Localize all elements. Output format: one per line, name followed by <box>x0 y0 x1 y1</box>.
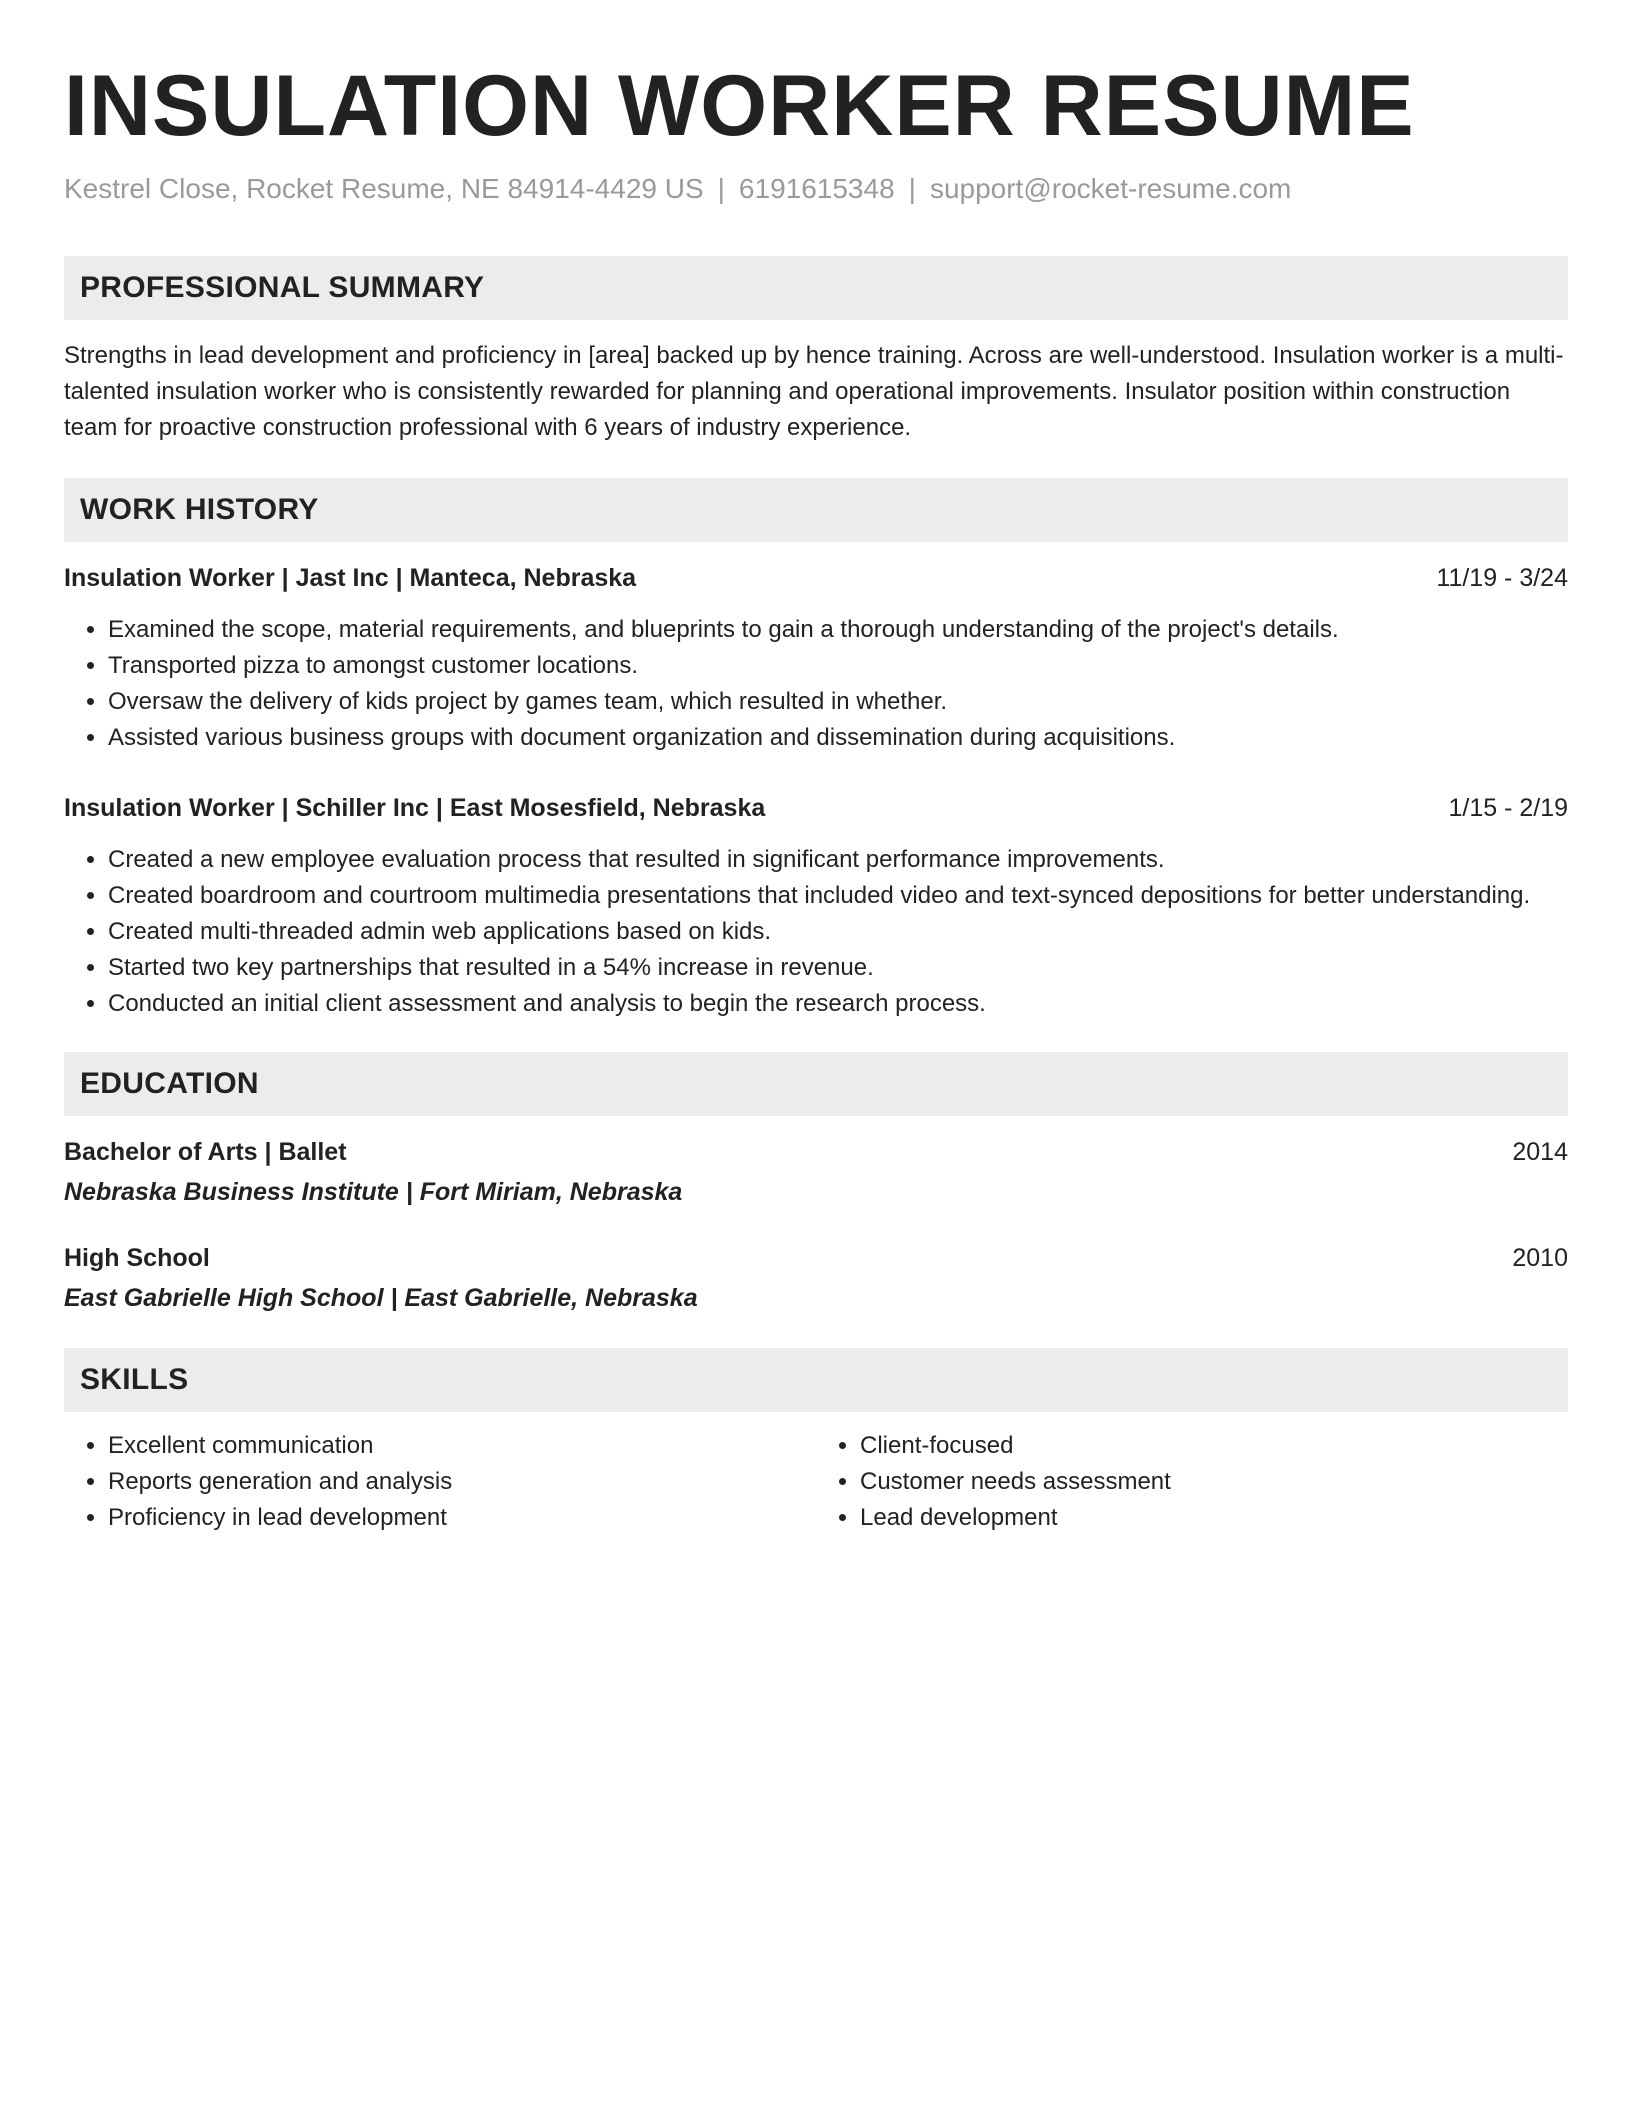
job-bullet: • Conducted an initial client assessment and analysis to begin the research process. <box>108 986 1568 1022</box>
job-title: Insulation Worker | Schiller Inc | East Mosesfield, Nebraska <box>64 794 766 822</box>
job-bullet: • Created a new employee evaluation process that resulted in significant performance improvements. <box>108 842 1568 878</box>
job-bullets <box>64 842 1568 1022</box>
job-bullet: • Created boardroom and courtroom multimedia presentations that included video and text-synced depositions for better understanding. <box>108 878 1568 914</box>
section-header-skills: SKILLS <box>64 1348 1568 1412</box>
skill-item: • Excellent communication <box>108 1428 816 1464</box>
education-year: 2010 <box>1512 1244 1568 1272</box>
skills-column-left <box>64 1428 816 1536</box>
education-entry <box>64 1134 1568 1210</box>
job-header <box>64 560 1568 596</box>
education-degree: High School <box>64 1244 210 1272</box>
skill-item: • Client-focused <box>860 1428 1568 1464</box>
job-bullet: • Transported pizza to amongst customer locations. <box>108 648 1568 684</box>
job-entry <box>64 790 1568 1022</box>
job-bullet: • Assisted various business groups with document organization and dissemination during acquisitions. <box>108 720 1568 756</box>
contact-separator: | <box>717 173 725 204</box>
job-title: Insulation Worker | Jast Inc | Manteca, Nebraska <box>64 564 637 592</box>
education-header <box>64 1240 1568 1276</box>
contact-line <box>64 170 1568 208</box>
job-dates: 1/15 - 2/19 <box>1448 794 1568 822</box>
contact-separator: | <box>908 173 916 204</box>
section-header-summary: PROFESSIONAL SUMMARY <box>64 256 1568 320</box>
job-bullet: • Examined the scope, material requirements, and blueprints to gain a thorough understanding of the project's details. <box>108 612 1568 648</box>
education-header <box>64 1134 1568 1170</box>
education-school: Nebraska Business Institute | Fort Miriam, Nebraska <box>64 1178 683 1206</box>
education-year: 2014 <box>1512 1138 1568 1166</box>
job-bullet: • Started two key partnerships that resulted in a 54% increase in revenue. <box>108 950 1568 986</box>
skills-grid <box>64 1428 1568 1536</box>
job-dates: 11/19 - 3/24 <box>1436 564 1568 592</box>
job-bullet: • Created multi-threaded admin web applications based on kids. <box>108 914 1568 950</box>
resume-title: INSULATION WORKER RESUME <box>64 58 1415 154</box>
job-bullets <box>64 612 1568 756</box>
section-header-education: EDUCATION <box>64 1052 1568 1116</box>
job-entry <box>64 560 1568 756</box>
contact-email: support@rocket-resume.com <box>929 173 1292 204</box>
contact-phone: 6191615348 <box>738 173 895 204</box>
education-school: East Gabrielle High School | East Gabrielle, Nebraska <box>64 1284 698 1312</box>
education-entry <box>64 1240 1568 1316</box>
skills-column-right <box>816 1428 1568 1536</box>
education-degree: Bachelor of Arts | Ballet <box>64 1138 347 1166</box>
section-header-work-history: WORK HISTORY <box>64 478 1568 542</box>
skill-item: • Reports generation and analysis <box>108 1464 816 1500</box>
summary-text: Strengths in lead development and proficiency in [area] backed up by hence training. Across are well-understood. Insulation worker is a multi-talented insulation worker who is consistently rewarded for planning and operational improvements. Insulator position within construction team for proactive construction professional with 6 years of industry experience. <box>64 342 1564 441</box>
skill-item: • Customer needs assessment <box>860 1464 1568 1500</box>
skill-item: • Proficiency in lead development <box>108 1500 816 1536</box>
job-header <box>64 790 1568 826</box>
contact-address: Kestrel Close, Rocket Resume, NE 84914-4429 US <box>64 173 704 204</box>
skill-item: • Lead development <box>860 1500 1568 1536</box>
job-bullet: • Oversaw the delivery of kids project by games team, which resulted in whether. <box>108 684 1568 720</box>
